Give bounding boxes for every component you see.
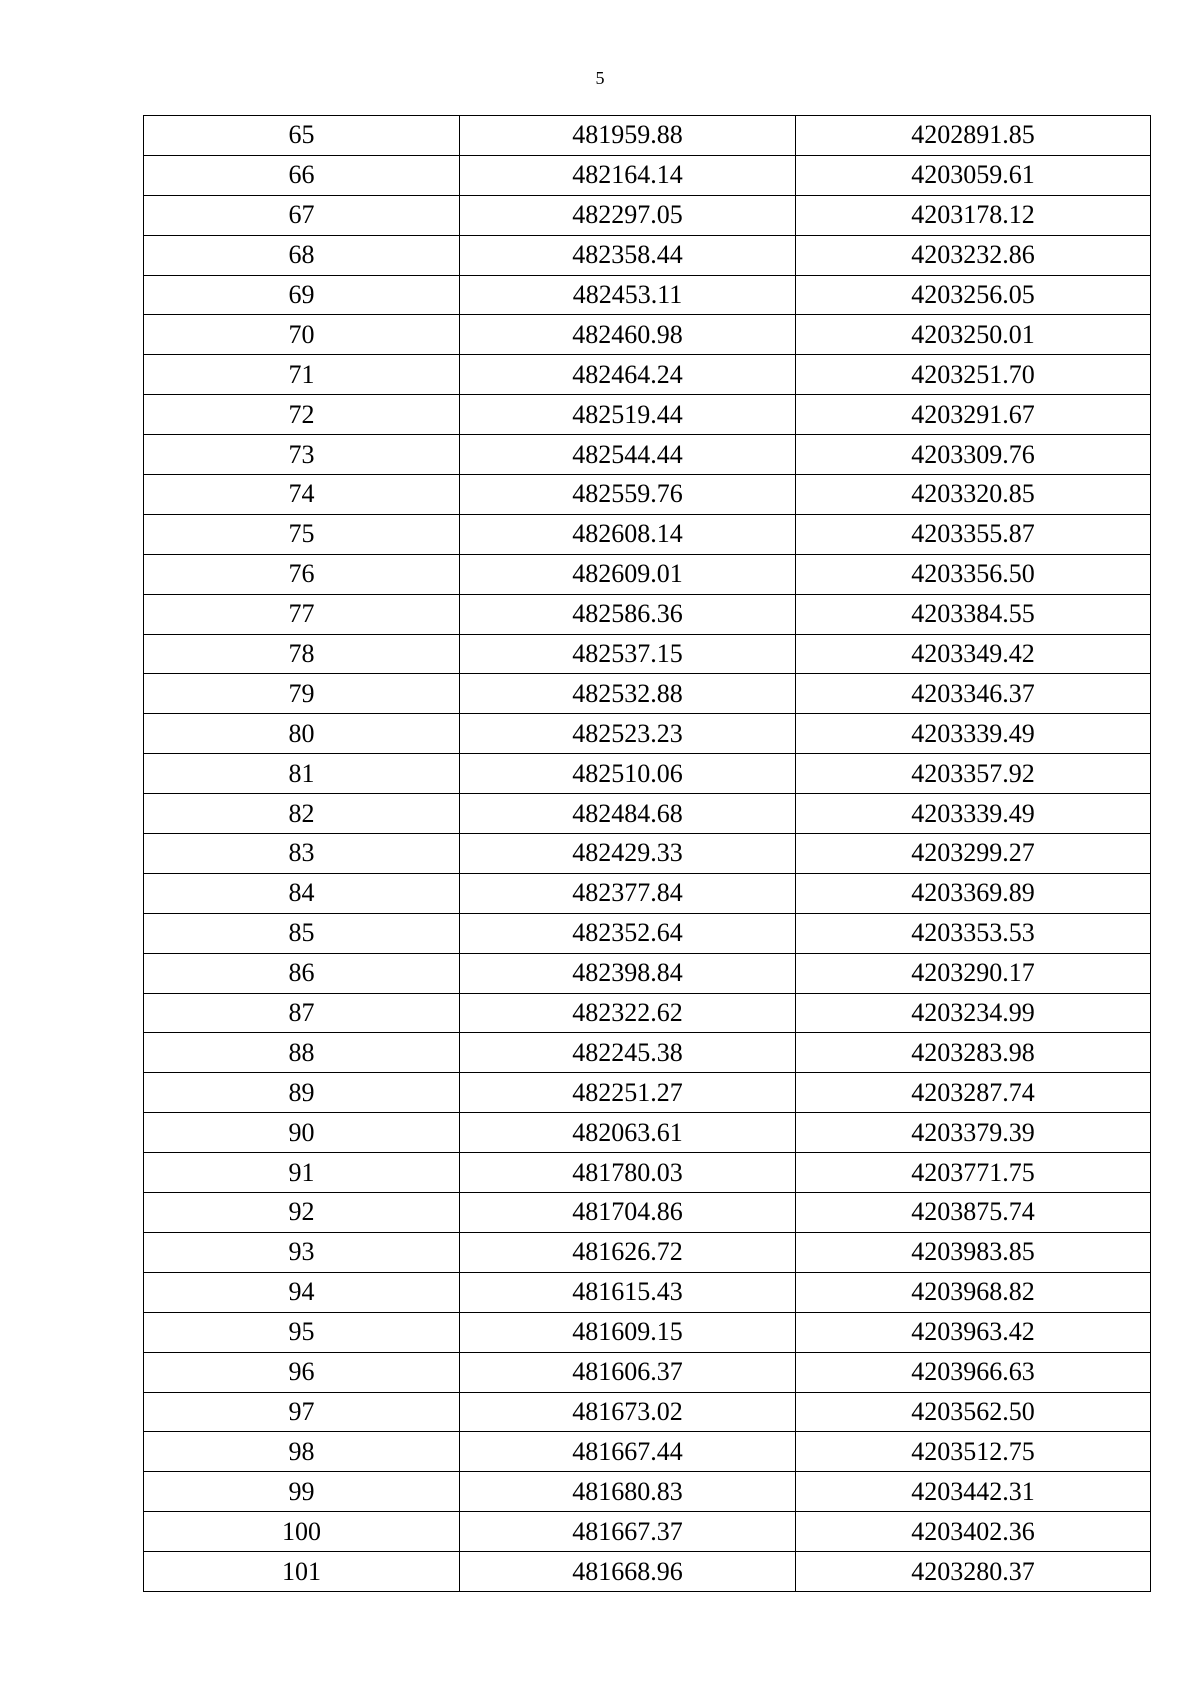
x-coordinate-cell: 482398.84 xyxy=(460,953,796,993)
point-number-cell: 89 xyxy=(144,1073,460,1113)
x-coordinate-cell: 482484.68 xyxy=(460,794,796,834)
x-coordinate-cell: 482544.44 xyxy=(460,435,796,475)
point-number-cell: 101 xyxy=(144,1552,460,1592)
x-coordinate-cell: 481680.83 xyxy=(460,1472,796,1512)
y-coordinate-cell: 4203346.37 xyxy=(796,674,1151,714)
y-coordinate-cell: 4203353.53 xyxy=(796,913,1151,953)
point-number-cell: 71 xyxy=(144,355,460,395)
x-coordinate-cell: 482532.88 xyxy=(460,674,796,714)
point-number-cell: 97 xyxy=(144,1392,460,1432)
point-number-cell: 86 xyxy=(144,953,460,993)
y-coordinate-cell: 4203384.55 xyxy=(796,594,1151,634)
x-coordinate-cell: 481626.72 xyxy=(460,1232,796,1272)
table-row xyxy=(144,1193,1151,1233)
x-coordinate-cell: 482377.84 xyxy=(460,873,796,913)
table-row xyxy=(144,1312,1151,1352)
x-coordinate-cell: 481609.15 xyxy=(460,1312,796,1352)
table-row xyxy=(144,993,1151,1033)
table-row xyxy=(144,1113,1151,1153)
y-coordinate-cell: 4203287.74 xyxy=(796,1073,1151,1113)
x-coordinate-cell: 481780.03 xyxy=(460,1153,796,1193)
y-coordinate-cell: 4203059.61 xyxy=(796,155,1151,195)
y-coordinate-cell: 4203234.99 xyxy=(796,993,1151,1033)
table-row xyxy=(144,554,1151,594)
table-row xyxy=(144,1552,1151,1592)
point-number-cell: 98 xyxy=(144,1432,460,1472)
x-coordinate-cell: 482523.23 xyxy=(460,714,796,754)
y-coordinate-cell: 4203251.70 xyxy=(796,355,1151,395)
y-coordinate-cell: 4203283.98 xyxy=(796,1033,1151,1073)
point-number-cell: 82 xyxy=(144,794,460,834)
table-row xyxy=(144,514,1151,554)
y-coordinate-cell: 4203875.74 xyxy=(796,1193,1151,1233)
table-row xyxy=(144,1033,1151,1073)
x-coordinate-cell: 482358.44 xyxy=(460,235,796,275)
table-row xyxy=(144,435,1151,475)
point-number-cell: 88 xyxy=(144,1033,460,1073)
table-row xyxy=(144,794,1151,834)
table-row xyxy=(144,1352,1151,1392)
point-number-cell: 78 xyxy=(144,634,460,674)
x-coordinate-cell: 482460.98 xyxy=(460,315,796,355)
x-coordinate-cell: 481673.02 xyxy=(460,1392,796,1432)
point-number-cell: 99 xyxy=(144,1472,460,1512)
x-coordinate-cell: 481959.88 xyxy=(460,116,796,156)
table-row xyxy=(144,1392,1151,1432)
table-row xyxy=(144,1512,1151,1552)
point-number-cell: 91 xyxy=(144,1153,460,1193)
y-coordinate-cell: 4203349.42 xyxy=(796,634,1151,674)
table-row xyxy=(144,1432,1151,1472)
point-number-cell: 83 xyxy=(144,834,460,874)
table-row xyxy=(144,315,1151,355)
y-coordinate-cell: 4203290.17 xyxy=(796,953,1151,993)
y-coordinate-cell: 4203771.75 xyxy=(796,1153,1151,1193)
y-coordinate-cell: 4203512.75 xyxy=(796,1432,1151,1472)
table-row xyxy=(144,754,1151,794)
x-coordinate-cell: 482245.38 xyxy=(460,1033,796,1073)
y-coordinate-cell: 4203232.86 xyxy=(796,235,1151,275)
y-coordinate-cell: 4203369.89 xyxy=(796,873,1151,913)
y-coordinate-cell: 4203320.85 xyxy=(796,475,1151,515)
y-coordinate-cell: 4203983.85 xyxy=(796,1232,1151,1272)
x-coordinate-cell: 482251.27 xyxy=(460,1073,796,1113)
table-row xyxy=(144,594,1151,634)
coordinates-table xyxy=(143,115,1151,1592)
y-coordinate-cell: 4203250.01 xyxy=(796,315,1151,355)
x-coordinate-cell: 482063.61 xyxy=(460,1113,796,1153)
table-row xyxy=(144,834,1151,874)
coordinates-table-body xyxy=(144,116,1151,1592)
point-number-cell: 72 xyxy=(144,395,460,435)
x-coordinate-cell: 481667.44 xyxy=(460,1432,796,1472)
y-coordinate-cell: 4203299.27 xyxy=(796,834,1151,874)
y-coordinate-cell: 4203442.31 xyxy=(796,1472,1151,1512)
point-number-cell: 73 xyxy=(144,435,460,475)
y-coordinate-cell: 4203379.39 xyxy=(796,1113,1151,1153)
table-row xyxy=(144,116,1151,156)
table-row xyxy=(144,1073,1151,1113)
table-row xyxy=(144,275,1151,315)
point-number-cell: 66 xyxy=(144,155,460,195)
x-coordinate-cell: 481704.86 xyxy=(460,1193,796,1233)
x-coordinate-cell: 482519.44 xyxy=(460,395,796,435)
table-row xyxy=(144,674,1151,714)
table-row xyxy=(144,235,1151,275)
y-coordinate-cell: 4203402.36 xyxy=(796,1512,1151,1552)
table-row xyxy=(144,913,1151,953)
point-number-cell: 80 xyxy=(144,714,460,754)
table-row xyxy=(144,634,1151,674)
x-coordinate-cell: 482510.06 xyxy=(460,754,796,794)
y-coordinate-cell: 4202891.85 xyxy=(796,116,1151,156)
point-number-cell: 68 xyxy=(144,235,460,275)
point-number-cell: 70 xyxy=(144,315,460,355)
page-number: 5 xyxy=(595,68,605,88)
table-row xyxy=(144,1472,1151,1512)
x-coordinate-cell: 482453.11 xyxy=(460,275,796,315)
x-coordinate-cell: 482164.14 xyxy=(460,155,796,195)
point-number-cell: 69 xyxy=(144,275,460,315)
y-coordinate-cell: 4203178.12 xyxy=(796,195,1151,235)
y-coordinate-cell: 4203963.42 xyxy=(796,1312,1151,1352)
table-row xyxy=(144,953,1151,993)
x-coordinate-cell: 482608.14 xyxy=(460,514,796,554)
point-number-cell: 96 xyxy=(144,1352,460,1392)
point-number-cell: 92 xyxy=(144,1193,460,1233)
y-coordinate-cell: 4203280.37 xyxy=(796,1552,1151,1592)
y-coordinate-cell: 4203291.67 xyxy=(796,395,1151,435)
y-coordinate-cell: 4203968.82 xyxy=(796,1272,1151,1312)
x-coordinate-cell: 481615.43 xyxy=(460,1272,796,1312)
x-coordinate-cell: 482586.36 xyxy=(460,594,796,634)
y-coordinate-cell: 4203339.49 xyxy=(796,794,1151,834)
point-number-cell: 77 xyxy=(144,594,460,634)
table-row xyxy=(144,355,1151,395)
table-row xyxy=(144,155,1151,195)
y-coordinate-cell: 4203562.50 xyxy=(796,1392,1151,1432)
point-number-cell: 79 xyxy=(144,674,460,714)
point-number-cell: 84 xyxy=(144,873,460,913)
y-coordinate-cell: 4203355.87 xyxy=(796,514,1151,554)
point-number-cell: 90 xyxy=(144,1113,460,1153)
y-coordinate-cell: 4203309.76 xyxy=(796,435,1151,475)
table-row xyxy=(144,475,1151,515)
x-coordinate-cell: 482322.62 xyxy=(460,993,796,1033)
table-row xyxy=(144,714,1151,754)
point-number-cell: 67 xyxy=(144,195,460,235)
y-coordinate-cell: 4203356.50 xyxy=(796,554,1151,594)
y-coordinate-cell: 4203966.63 xyxy=(796,1352,1151,1392)
y-coordinate-cell: 4203339.49 xyxy=(796,714,1151,754)
point-number-cell: 75 xyxy=(144,514,460,554)
x-coordinate-cell: 481668.96 xyxy=(460,1552,796,1592)
x-coordinate-cell: 481606.37 xyxy=(460,1352,796,1392)
y-coordinate-cell: 4203256.05 xyxy=(796,275,1151,315)
point-number-cell: 81 xyxy=(144,754,460,794)
point-number-cell: 65 xyxy=(144,116,460,156)
point-number-cell: 100 xyxy=(144,1512,460,1552)
table-row xyxy=(144,873,1151,913)
x-coordinate-cell: 482352.64 xyxy=(460,913,796,953)
x-coordinate-cell: 482297.05 xyxy=(460,195,796,235)
table-row xyxy=(144,1232,1151,1272)
point-number-cell: 93 xyxy=(144,1232,460,1272)
point-number-cell: 95 xyxy=(144,1312,460,1352)
table-row xyxy=(144,395,1151,435)
table-row xyxy=(144,195,1151,235)
point-number-cell: 85 xyxy=(144,913,460,953)
point-number-cell: 76 xyxy=(144,554,460,594)
point-number-cell: 94 xyxy=(144,1272,460,1312)
x-coordinate-cell: 482429.33 xyxy=(460,834,796,874)
x-coordinate-cell: 481667.37 xyxy=(460,1512,796,1552)
y-coordinate-cell: 4203357.92 xyxy=(796,754,1151,794)
x-coordinate-cell: 482559.76 xyxy=(460,475,796,515)
x-coordinate-cell: 482609.01 xyxy=(460,554,796,594)
point-number-cell: 74 xyxy=(144,475,460,515)
table-row xyxy=(144,1153,1151,1193)
x-coordinate-cell: 482537.15 xyxy=(460,634,796,674)
table-row xyxy=(144,1272,1151,1312)
point-number-cell: 87 xyxy=(144,993,460,1033)
x-coordinate-cell: 482464.24 xyxy=(460,355,796,395)
